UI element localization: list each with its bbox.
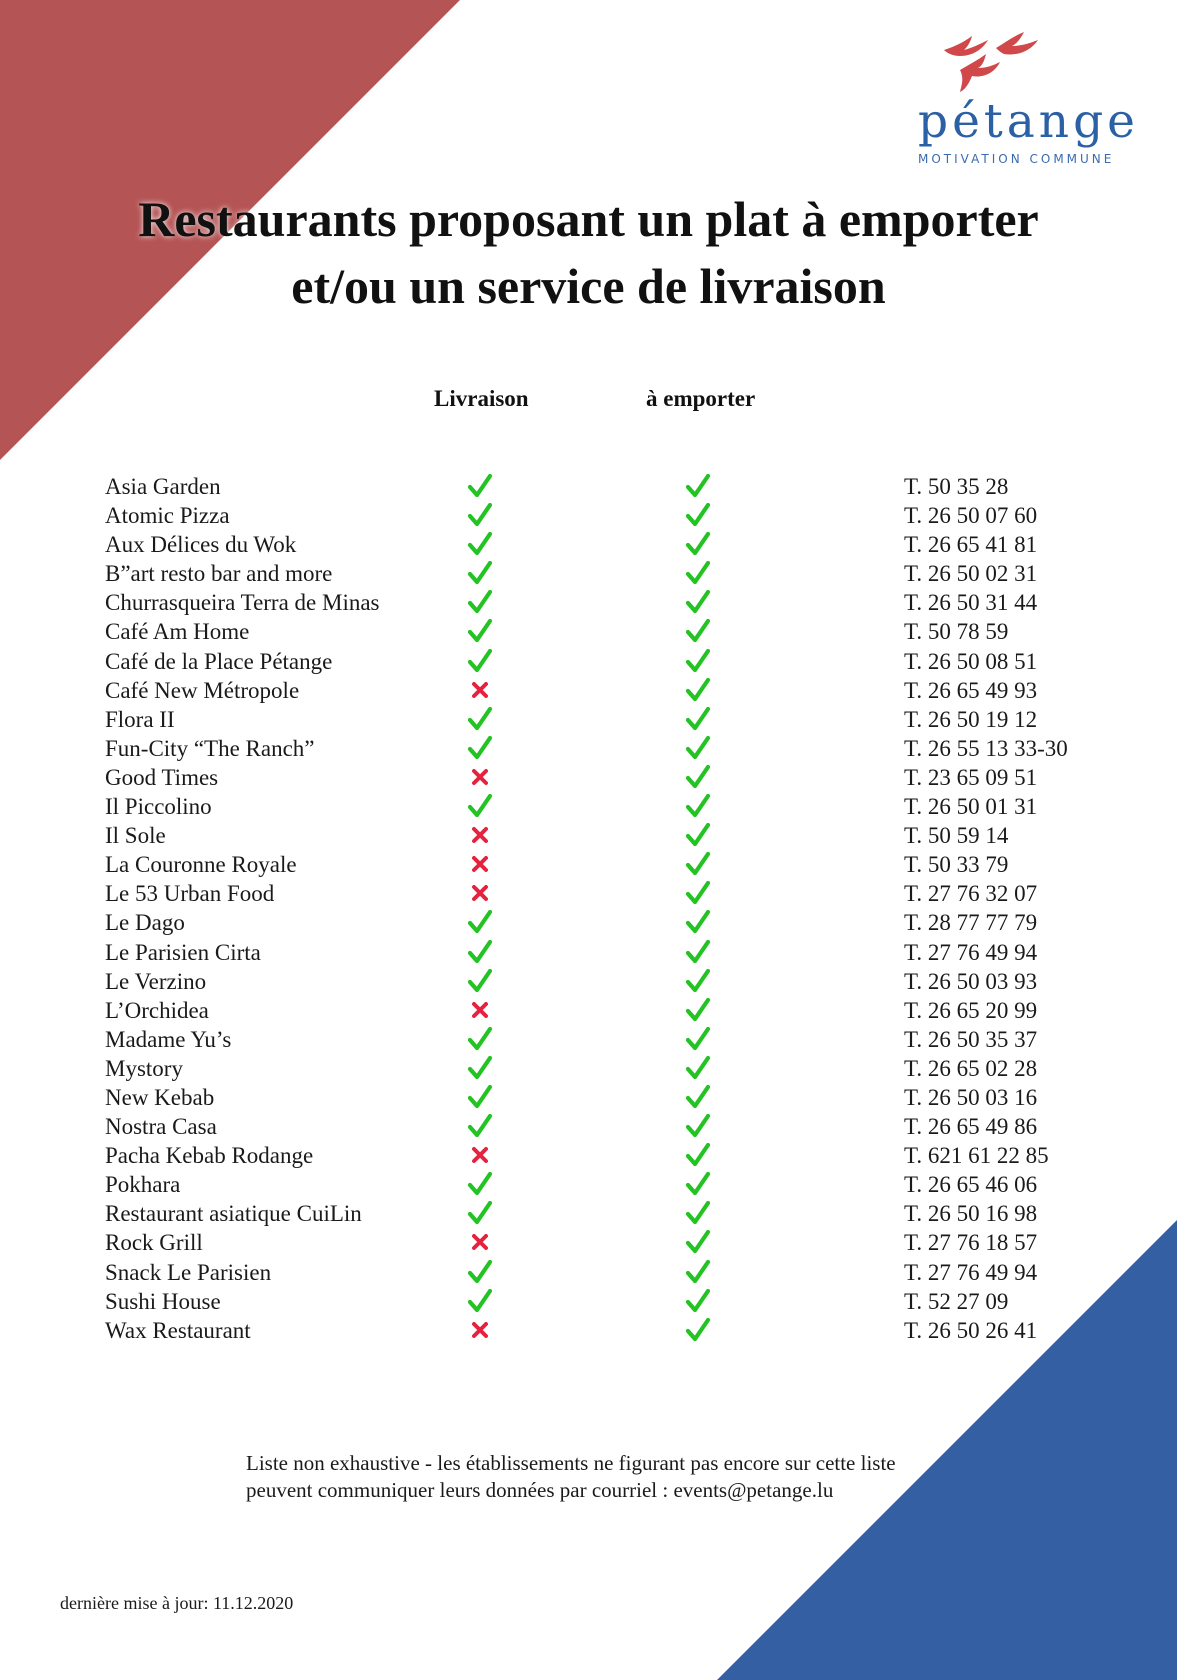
table-row [0, 967, 1177, 996]
logo-wordmark: pétange [918, 94, 1139, 149]
restaurant-name: Good Times [105, 764, 219, 790]
restaurant-name: Café New Métropole [105, 677, 300, 703]
livraison-check-icon [467, 736, 493, 760]
restaurant-name: Le Dago [105, 910, 185, 936]
restaurant-name: B”art resto bar and more [105, 561, 333, 587]
restaurant-phone: T. 50 35 28 [904, 474, 1009, 499]
table-row [0, 1170, 1177, 1199]
restaurant-name: Atomic Pizza [105, 503, 230, 529]
table-row [0, 763, 1177, 792]
table-row [0, 792, 1177, 821]
emporter-check-icon [685, 707, 711, 731]
table-row [0, 617, 1177, 646]
restaurant-phone: T. 26 50 07 60 [904, 503, 1038, 529]
restaurant-name: Café de la Place Pétange [105, 648, 333, 674]
emporter-check-icon [685, 852, 711, 876]
emporter-check-icon [685, 619, 711, 643]
restaurant-table [0, 472, 1177, 1345]
table-row [0, 1258, 1177, 1287]
table-row [0, 879, 1177, 908]
emporter-check-icon [685, 1289, 711, 1313]
emporter-check-icon [685, 1027, 711, 1051]
table-row [0, 850, 1177, 879]
restaurant-phone: T. 28 77 77 79 [904, 910, 1038, 936]
petange-logo [912, 28, 1152, 178]
livraison-check-icon [467, 1260, 493, 1284]
emporter-check-icon [685, 1143, 711, 1167]
restaurant-phone: T. 26 65 02 28 [904, 1055, 1038, 1081]
birds-logo-icon [942, 28, 1052, 93]
livraison-check-icon [467, 794, 493, 818]
restaurant-phone: T. 26 50 08 51 [904, 648, 1038, 674]
emporter-check-icon [685, 503, 711, 527]
emporter-check-icon [685, 794, 711, 818]
emporter-check-icon [685, 1230, 711, 1254]
table-row [0, 1083, 1177, 1112]
table-row [0, 501, 1177, 530]
table-row [0, 1025, 1177, 1054]
restaurant-name: Restaurant asiatique CuiLin [105, 1201, 362, 1227]
restaurant-phone: T. 26 50 01 31 [904, 794, 1038, 820]
restaurant-phone: T. 27 76 49 94 [904, 1259, 1038, 1285]
emporter-check-icon [685, 532, 711, 556]
restaurant-phone: T. 50 33 79 [904, 852, 1009, 878]
restaurant-phone: T. 26 65 41 81 [904, 532, 1038, 558]
livraison-check-icon [467, 503, 493, 527]
livraison-cross-icon [467, 823, 493, 847]
restaurant-name: Café Am Home [105, 619, 250, 645]
restaurant-name: Flora II [105, 706, 175, 732]
restaurant-phone: T. 621 61 22 85 [904, 1143, 1049, 1169]
restaurant-phone: T. 26 65 49 86 [904, 1114, 1038, 1140]
restaurant-name: Rock Grill [105, 1230, 203, 1256]
table-row [0, 1141, 1177, 1170]
logo-tagline: MOTIVATION COMMUNE [918, 152, 1115, 166]
table-row [0, 908, 1177, 937]
livraison-check-icon [467, 1114, 493, 1138]
footer-note-line-2: peuvent communiquer leurs données par courriel : events@petange.lu [246, 1478, 834, 1502]
restaurant-name: Pacha Kebab Rodange [105, 1143, 314, 1169]
restaurant-name: L’Orchidea [105, 997, 209, 1023]
emporter-check-icon [685, 1085, 711, 1109]
table-row [0, 647, 1177, 676]
table-row [0, 734, 1177, 763]
emporter-check-icon [685, 1260, 711, 1284]
emporter-check-icon [685, 910, 711, 934]
restaurant-name: Snack Le Parisien [105, 1259, 272, 1285]
emporter-check-icon [685, 474, 711, 498]
table-row [0, 1112, 1177, 1141]
restaurant-name: Le 53 Urban Food [105, 881, 275, 907]
title-line-2: et/ou un service de livraison [291, 258, 886, 314]
emporter-check-icon [685, 649, 711, 673]
livraison-check-icon [467, 940, 493, 964]
emporter-check-icon [685, 940, 711, 964]
restaurant-phone: T. 26 55 13 33-30 [904, 735, 1068, 761]
livraison-cross-icon [467, 852, 493, 876]
restaurant-phone: T. 52 27 09 [904, 1288, 1009, 1314]
livraison-check-icon [467, 1201, 493, 1225]
restaurant-name: Sushi House [105, 1288, 221, 1314]
livraison-cross-icon [467, 678, 493, 702]
restaurant-name: La Couronne Royale [105, 852, 297, 878]
restaurant-phone: T. 27 76 18 57 [904, 1230, 1038, 1256]
table-row [0, 472, 1177, 501]
emporter-check-icon [685, 590, 711, 614]
restaurant-name: Nostra Casa [105, 1114, 217, 1140]
table-row [0, 676, 1177, 705]
table-row [0, 705, 1177, 734]
emporter-check-icon [685, 823, 711, 847]
emporter-check-icon [685, 1318, 711, 1342]
restaurant-phone: T. 26 65 20 99 [904, 997, 1038, 1023]
livraison-check-icon [467, 1289, 493, 1313]
livraison-check-icon [467, 619, 493, 643]
restaurant-phone: T. 50 59 14 [904, 823, 1009, 849]
livraison-check-icon [467, 969, 493, 993]
table-row [0, 559, 1177, 588]
title-line-1: Restaurants proposant un plat à emporter [138, 191, 1039, 247]
livraison-check-icon [467, 561, 493, 585]
emporter-check-icon [685, 881, 711, 905]
table-row [0, 1054, 1177, 1083]
livraison-check-icon [467, 649, 493, 673]
emporter-check-icon [685, 736, 711, 760]
restaurant-name: Il Sole [105, 823, 166, 849]
restaurant-name: Asia Garden [105, 474, 221, 499]
restaurant-phone: T. 50 78 59 [904, 619, 1009, 645]
livraison-cross-icon [467, 998, 493, 1022]
restaurant-name: Fun-City “The Ranch” [105, 735, 315, 761]
livraison-check-icon [467, 1085, 493, 1109]
livraison-check-icon [467, 910, 493, 934]
livraison-cross-icon [467, 1230, 493, 1254]
livraison-check-icon [467, 707, 493, 731]
restaurant-phone: T. 26 50 03 16 [904, 1084, 1038, 1110]
livraison-check-icon [467, 1027, 493, 1051]
table-row [0, 1228, 1177, 1257]
restaurant-phone: T. 26 50 16 98 [904, 1201, 1038, 1227]
restaurant-phone: T. 26 50 03 93 [904, 968, 1038, 994]
restaurant-phone: T. 27 76 32 07 [904, 881, 1038, 907]
column-header-livraison: Livraison [434, 386, 529, 411]
restaurant-name: Le Verzino [105, 968, 207, 994]
livraison-cross-icon [467, 1143, 493, 1167]
livraison-check-icon [467, 1056, 493, 1080]
emporter-check-icon [685, 678, 711, 702]
livraison-cross-icon [467, 1318, 493, 1342]
restaurant-phone: T. 26 50 26 41 [904, 1317, 1038, 1343]
table-row [0, 996, 1177, 1025]
restaurant-name: Wax Restaurant [105, 1317, 251, 1343]
restaurant-phone: T. 26 65 49 93 [904, 677, 1038, 703]
livraison-check-icon [467, 590, 493, 614]
emporter-check-icon [685, 561, 711, 585]
emporter-check-icon [685, 1056, 711, 1080]
restaurant-phone: T. 26 50 31 44 [904, 590, 1038, 616]
footer-note-line-1: Liste non exhaustive - les établissements ne figurant pas encore sur cette liste [246, 1451, 896, 1475]
table-row [0, 1287, 1177, 1316]
restaurant-name: Pokhara [105, 1172, 181, 1198]
column-header-emporter: à emporter [646, 386, 756, 411]
table-row [0, 938, 1177, 967]
livraison-check-icon [467, 532, 493, 556]
restaurant-name: Mystory [105, 1055, 183, 1081]
table-row [0, 588, 1177, 617]
restaurant-name: New Kebab [105, 1084, 215, 1110]
emporter-check-icon [685, 1114, 711, 1138]
table-row [0, 1199, 1177, 1228]
livraison-cross-icon [467, 881, 493, 905]
restaurant-name: Le Parisien Cirta [105, 939, 261, 965]
livraison-check-icon [467, 474, 493, 498]
restaurant-name: Aux Délices du Wok [105, 532, 297, 558]
restaurant-phone: T. 27 76 49 94 [904, 939, 1038, 965]
restaurant-name: Madame Yu’s [105, 1026, 232, 1052]
restaurant-phone: T. 26 50 19 12 [904, 706, 1038, 732]
page-title [60, 186, 1117, 320]
footer-note [246, 1450, 896, 1504]
table-row [0, 1316, 1177, 1345]
restaurant-phone: T. 26 50 35 37 [904, 1026, 1038, 1052]
restaurant-name: Churrasqueira Terra de Minas [105, 590, 380, 616]
last-updated: dernière mise à jour: 11.12.2020 [60, 1593, 294, 1613]
table-row [0, 821, 1177, 850]
restaurant-name: Il Piccolino [105, 794, 212, 820]
livraison-check-icon [467, 1172, 493, 1196]
emporter-check-icon [685, 1201, 711, 1225]
restaurant-phone: T. 23 65 09 51 [904, 764, 1038, 790]
emporter-check-icon [685, 998, 711, 1022]
emporter-check-icon [685, 1172, 711, 1196]
emporter-check-icon [685, 969, 711, 993]
table-row [0, 530, 1177, 559]
restaurant-phone: T. 26 65 46 06 [904, 1172, 1038, 1198]
livraison-cross-icon [467, 765, 493, 789]
emporter-check-icon [685, 765, 711, 789]
restaurant-phone: T. 26 50 02 31 [904, 561, 1038, 587]
